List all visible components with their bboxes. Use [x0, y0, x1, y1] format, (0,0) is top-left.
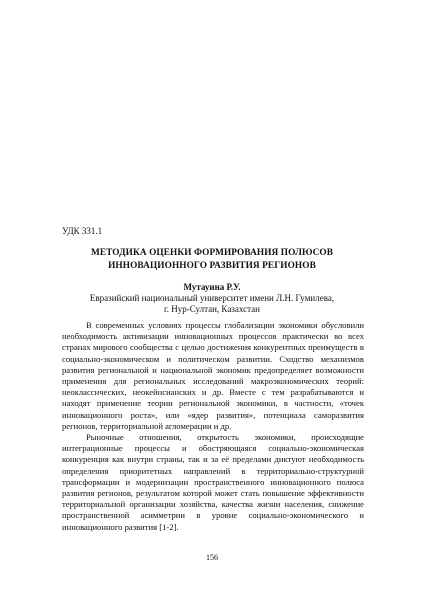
- paragraph-1: В современных условиях процессы глобализации экономики обусловили необходимость активизации инновационных процессов практически во всех странах мирового сообщества с целью достижения конкурентных преимуществ в социально-экономическом и политическом развитии. Сходство механизмов развития региональной и национальной экономик предопределяет возможности применения для региональных исследований макроэкономических теорий: неоклассических, неокейнсианских и др. Вместе с тем разрабатываются и находят применение теории региональной экономики, в частности, «точек инновационного роста», или «ядер развития», потенциала саморазвития регионов, территориальной агломерации и др.: [62, 320, 364, 431]
- article-title: [60, 247, 364, 273]
- article-body: [62, 320, 364, 533]
- author-affiliation-line-1: Евразийский национальный университет имени Л.Н. Гумилева,: [89, 293, 335, 303]
- paragraph-2: Рыночные отношения, открытость экономики, происходящие интеграционные процессы и обостряющаяся социально-экономическая конкуренция как внутри страны, так и за её пределами диктуют необходимость определения приоритетных направлений в территориально-структурной трансформации и модернизации пространственного инновационного полюса развития регионов, результатом которой может стать повышение эффективности территориальной организации хозяйства, качества жизни населения, снижение пространственной асимметрии в уровне социально-экономического и инновационного развития [1-2].: [62, 432, 364, 532]
- author-name: Мутауина Р.У.: [183, 282, 241, 292]
- author-affiliation-line-2: г. Нур-Султан, Казахстан: [164, 304, 260, 314]
- author-block: [62, 282, 362, 315]
- article-title-line-1: МЕТОДИКА ОЦЕНКИ ФОРМИРОВАНИЯ ПОЛЮСОВ: [90, 248, 334, 258]
- article-title-line-2: ИННОВАЦИОННОГО РАЗВИТИЯ РЕГИОНОВ: [108, 261, 316, 271]
- udc-code: УДК 331.1: [62, 226, 103, 236]
- page-number: 156: [206, 553, 218, 562]
